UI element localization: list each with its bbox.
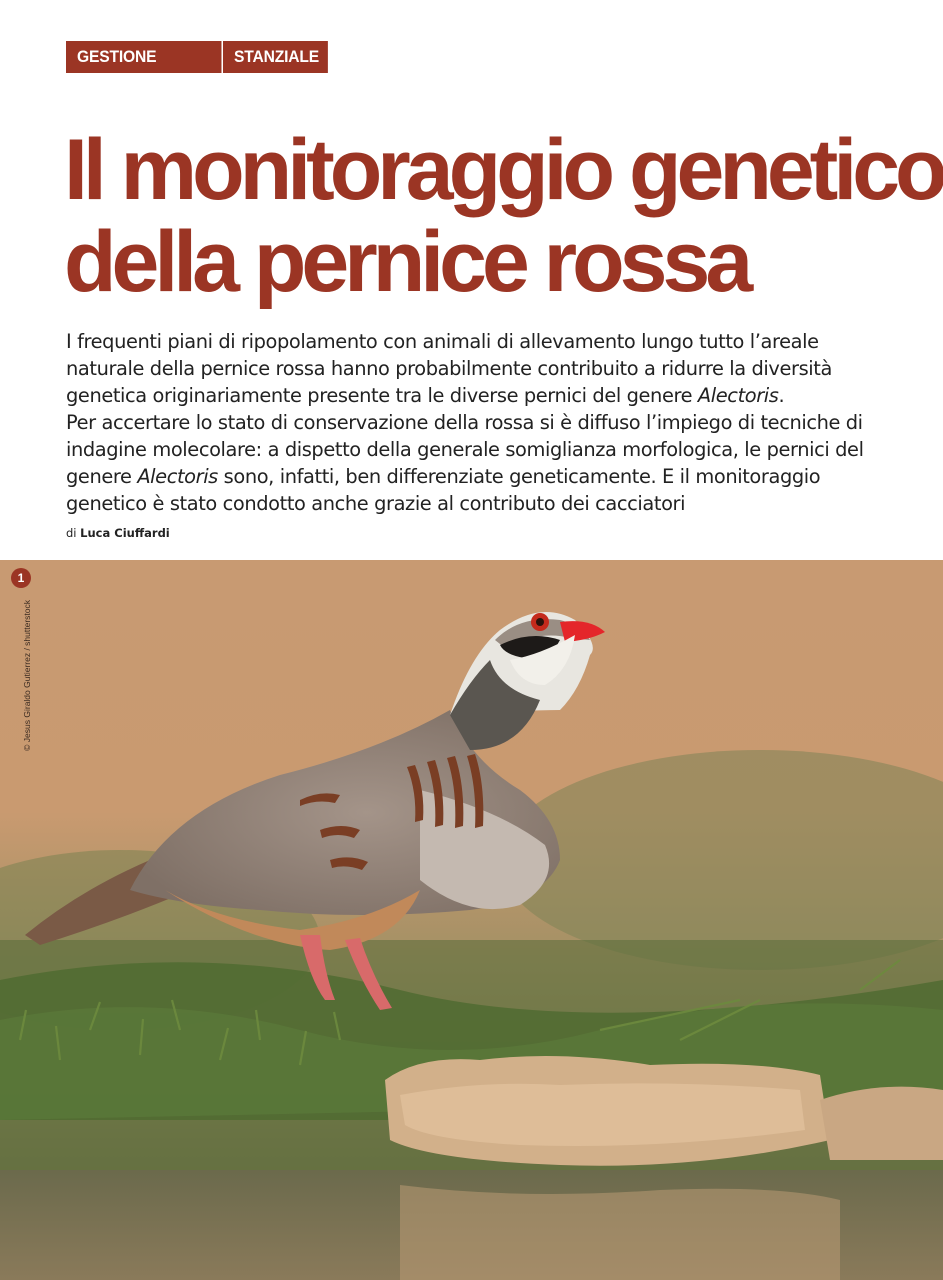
lead-text: . bbox=[778, 384, 785, 407]
title-line-1: Il monitoraggio genetico bbox=[64, 122, 943, 218]
partridge-photo bbox=[0, 560, 943, 1280]
photo-credit: © Jesus Giraldo Gutierrez / shutterstock bbox=[22, 600, 32, 751]
photo-number-badge: 1 bbox=[11, 568, 31, 588]
subsection-tag: STANZIALE bbox=[223, 41, 328, 73]
section-tag: GESTIONE FAUNISTICA bbox=[66, 41, 221, 73]
byline-prefix: di bbox=[66, 526, 77, 540]
lead-text: Per accertare lo stato di conservazione della rossa si è diffuso l’impiego di tecniche di indagine molecolare: a dispetto della generale somiglianza morfologica, le pernici del genere bbox=[66, 411, 864, 488]
lead-paragraph-1 bbox=[66, 328, 886, 409]
article-lead bbox=[66, 328, 886, 517]
lead-text: sono, infatti, ben differenziate geneticamente. E il monitoraggio genetico è stato condotto anche grazie al contributo dei cacciatori bbox=[66, 465, 821, 515]
section-tags bbox=[66, 41, 337, 98]
genus-name: Alectoris bbox=[697, 384, 779, 407]
article-title bbox=[64, 124, 943, 308]
author-name: Luca Ciuffardi bbox=[80, 526, 170, 540]
title-line-2: della pernice rossa bbox=[64, 214, 749, 310]
byline bbox=[66, 526, 170, 540]
lead-paragraph-2 bbox=[66, 409, 886, 517]
lead-text: I frequenti piani di ripopolamento con animali di allevamento lungo tutto l’areale naturale della pernice rossa hanno probabilmente contribuito a ridurre la diversità genetica originariamente presente tra le diverse pernici del genere bbox=[66, 330, 832, 407]
genus-name: Alectoris bbox=[137, 465, 218, 488]
